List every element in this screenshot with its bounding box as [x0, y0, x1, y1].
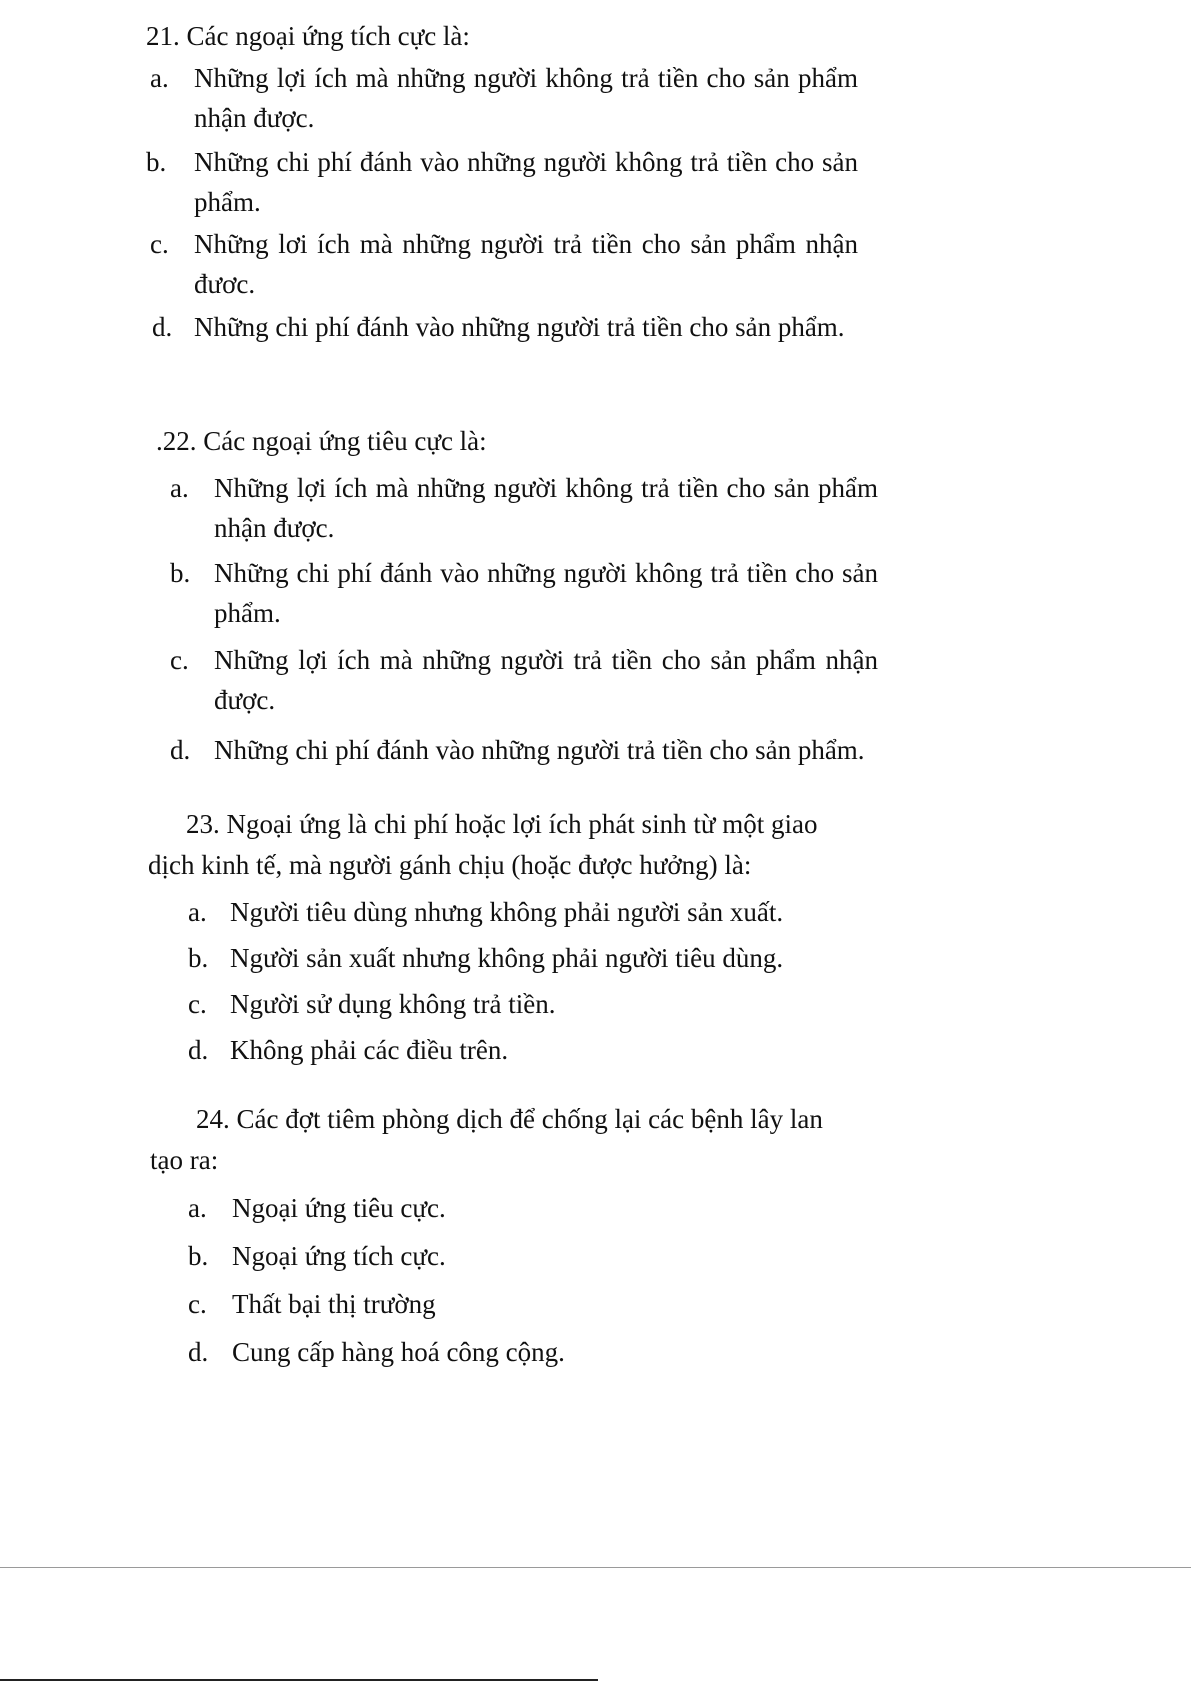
option-letter: d. — [188, 1035, 209, 1065]
option-letter: c. — [170, 645, 189, 675]
question-23-option-a — [188, 892, 828, 932]
question-22-option-c — [170, 640, 878, 720]
question-21-option-b — [146, 142, 858, 222]
question-24-option-c — [188, 1284, 828, 1324]
option-text: Những lơi ích mà những người trả tiền cho sản phẩm nhận đươc. — [194, 229, 858, 299]
page-divider — [0, 1567, 1191, 1568]
question-21-option-c — [146, 224, 858, 304]
footnote-rule — [0, 1679, 598, 1681]
question-22-option-a — [170, 468, 878, 548]
option-letter: d. — [170, 735, 191, 765]
option-text: Cung cấp hàng hoá công cộng. — [232, 1337, 565, 1367]
question-23-option-b — [188, 938, 828, 978]
question-24-stem-line-1: 24. Các đợt tiêm phòng dịch để chống lại các bệnh lây lan — [196, 1104, 823, 1134]
option-letter: b. — [146, 147, 167, 177]
option-letter: d. — [152, 312, 173, 342]
option-text: Người sử dụng không trả tiền. — [230, 989, 556, 1019]
option-letter: a. — [188, 897, 207, 927]
option-letter: c. — [188, 989, 207, 1019]
option-text: Ngoại ứng tích cực. — [232, 1241, 446, 1271]
option-text: Người sản xuất nhưng không phải người tiêu dùng. — [230, 943, 784, 973]
question-21-stem: 21. Các ngoại ứng tích cực là: — [146, 21, 470, 51]
option-text: Những chi phí đánh vào những người trả tiền cho sản phẩm. — [194, 312, 845, 342]
option-text: Không phải các điều trên. — [230, 1035, 509, 1065]
option-text: Những lợi ích mà những người không trả tiền cho sản phẩm nhận được. — [194, 63, 858, 133]
question-22-stem: .22. Các ngoại ứng tiêu cực là: — [156, 426, 487, 456]
option-text: Ngoại ứng tiêu cực. — [232, 1193, 446, 1223]
question-22-option-b — [170, 553, 878, 633]
question-24-stem-line-2: tạo ra: — [150, 1145, 219, 1175]
option-letter: b. — [188, 1241, 209, 1271]
option-letter: c. — [188, 1289, 207, 1319]
question-22-option-d — [170, 730, 878, 770]
option-letter: d. — [188, 1337, 209, 1367]
option-letter: a. — [150, 63, 169, 93]
question-24-option-a — [188, 1188, 828, 1228]
option-text: Những chi phí đánh vào những người không trả tiền cho sản phẩm. — [194, 147, 858, 217]
question-23-option-c — [188, 984, 828, 1024]
option-letter: c. — [150, 229, 169, 259]
option-text: Những lợi ích mà những người trả tiền cho sản phẩm nhận được. — [214, 645, 878, 715]
option-text: Thất bại thị trường — [232, 1289, 436, 1319]
option-letter: a. — [188, 1193, 207, 1223]
option-text: Những chi phí đánh vào những người trả tiền cho sản phẩm. — [214, 735, 865, 765]
question-23-stem-line-1: 23. Ngoại ứng là chi phí hoặc lợi ích phát sinh từ một giao — [186, 809, 818, 839]
option-text: Những lợi ích mà những người không trả tiền cho sản phẩm nhận được. — [214, 473, 878, 543]
option-letter: b. — [188, 943, 209, 973]
option-text: Những chi phí đánh vào những người không trả tiền cho sản phẩm. — [214, 558, 878, 628]
question-21-option-d — [146, 307, 858, 387]
option-text: Người tiêu dùng nhưng không phải người sản xuất. — [230, 897, 784, 927]
question-24-option-d — [188, 1332, 828, 1372]
question-24-option-b — [188, 1236, 828, 1276]
question-23-option-d — [188, 1030, 828, 1070]
option-letter: a. — [170, 473, 189, 503]
question-23-stem-line-2: dịch kinh tế, mà người gánh chịu (hoặc được hưởng) là: — [148, 850, 752, 880]
option-letter: b. — [170, 558, 191, 588]
question-21-option-a — [146, 58, 858, 138]
